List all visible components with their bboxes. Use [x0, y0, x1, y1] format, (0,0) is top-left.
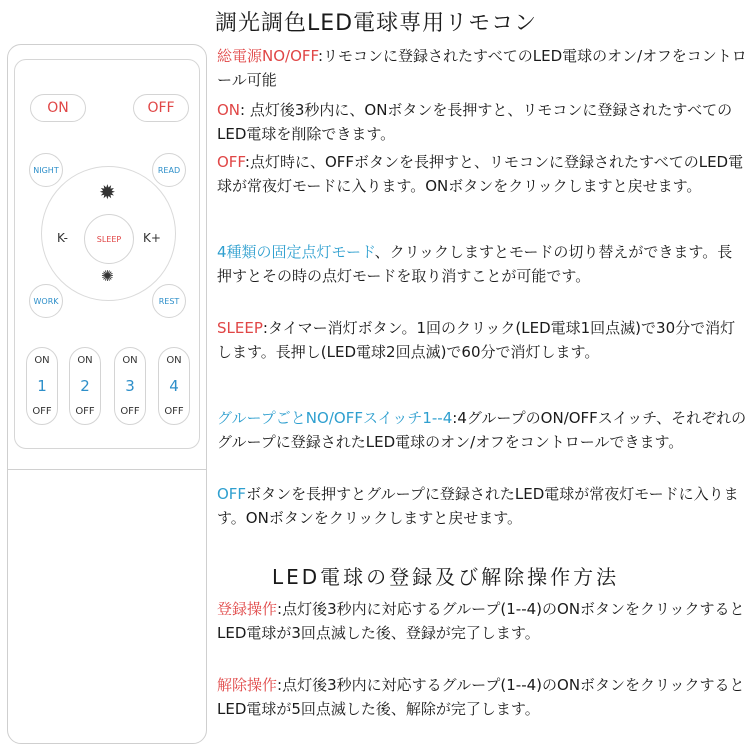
- desc-group-off: [217, 482, 747, 530]
- desc-body: :点灯後3秒内に対応するグループ(1--4)のONボタンをクリックするとLED電球が5回点滅した後、解除が完了します。: [217, 676, 745, 718]
- desc-off: [217, 150, 747, 198]
- desc-register: [217, 597, 747, 645]
- color-temp-down-button[interactable]: K-: [57, 231, 68, 245]
- sun-large-icon[interactable]: ✹: [99, 180, 116, 204]
- desc-key: 総電源NO/OFF: [217, 47, 318, 65]
- desc-key: SLEEP: [217, 319, 263, 337]
- desc-sleep: [217, 316, 747, 364]
- group-on-label[interactable]: ON: [77, 355, 93, 366]
- group-on-label[interactable]: ON: [34, 355, 50, 366]
- desc-group-switch: [217, 406, 747, 454]
- sun-small-icon[interactable]: ✺: [101, 267, 114, 285]
- power-on-button[interactable]: ON: [30, 94, 86, 122]
- desc-body: :タイマー消灯ボタン。1回のクリック(LED電球1回点滅)で30分で消灯します。長押し(LED電球2回点滅)で60分で消灯します。: [217, 319, 736, 361]
- desc-on: [217, 98, 747, 146]
- desc-body: :4グループのON/OFFスイッチ、それぞれのグループに登録されたLED電球のオン/オフをコントロールできます。: [217, 409, 747, 451]
- group-off-label[interactable]: OFF: [75, 406, 95, 417]
- desc-key: OFF: [217, 153, 245, 171]
- desc-key: 解除操作: [217, 676, 278, 694]
- remote-divider: [8, 469, 206, 470]
- group-number: 1: [37, 377, 47, 395]
- desc-key: 登録操作: [217, 600, 278, 618]
- sleep-button[interactable]: SLEEP: [84, 214, 134, 264]
- page-title: 調光調色LED電球専用リモコン: [215, 11, 538, 36]
- group-number: 2: [80, 377, 90, 395]
- group-off-label[interactable]: OFF: [120, 406, 140, 417]
- desc-modes: [217, 240, 747, 288]
- work-button[interactable]: WORK: [29, 284, 63, 318]
- group-on-label[interactable]: ON: [122, 355, 138, 366]
- desc-key: グループごとNO/OFFスイッチ1--4: [217, 409, 453, 427]
- desc-body: ボタンを長押すとグループに登録されたLED電球が常夜灯モードに入ります。ONボタンをクリックしますと戻せます。: [217, 485, 739, 527]
- section-title: LED電球の登録及び解除操作方法: [272, 565, 620, 589]
- group-3-switch[interactable]: [114, 347, 146, 425]
- desc-body: :点灯時に、OFFボタンを長押すと、リモコンに登録されたすべてのLED電球が常夜灯モードに入ります。ONボタンをクリックしますと戻せます。: [217, 153, 744, 195]
- desc-key: 4種類の固定点灯モード: [217, 243, 375, 261]
- desc-body: 、クリックしますとモードの切り替えができます。長押すとその時の点灯モードを取り消すことが可能です。: [217, 243, 733, 285]
- desc-body: :点灯後3秒内に対応するグループ(1--4)のONボタンをクリックするとLED電球が3回点滅した後、登録が完了します。: [217, 600, 745, 642]
- power-off-button[interactable]: OFF: [133, 94, 189, 122]
- desc-unregister: [217, 673, 747, 721]
- color-temp-up-button[interactable]: K+: [143, 231, 161, 245]
- group-number: 4: [169, 377, 179, 395]
- desc-key: OFF: [217, 485, 247, 503]
- group-off-label[interactable]: OFF: [32, 406, 52, 417]
- read-button[interactable]: READ: [152, 153, 186, 187]
- group-4-switch[interactable]: [158, 347, 190, 425]
- group-on-label[interactable]: ON: [166, 355, 182, 366]
- group-number: 3: [125, 377, 135, 395]
- night-button[interactable]: NIGHT: [29, 153, 63, 187]
- rest-button[interactable]: REST: [152, 284, 186, 318]
- desc-body: :リモコンに登録されたすべてのLED電球のオン/オフをコントロール可能: [217, 47, 747, 89]
- desc-master-power: [217, 44, 747, 92]
- group-1-switch[interactable]: [26, 347, 58, 425]
- desc-key: ON: [217, 101, 241, 119]
- desc-body: : 点灯後3秒内に、ONボタンを長押すと、リモコンに登録されたすべてのLED電球を削除できます。: [217, 101, 733, 143]
- group-2-switch[interactable]: [69, 347, 101, 425]
- group-off-label[interactable]: OFF: [164, 406, 184, 417]
